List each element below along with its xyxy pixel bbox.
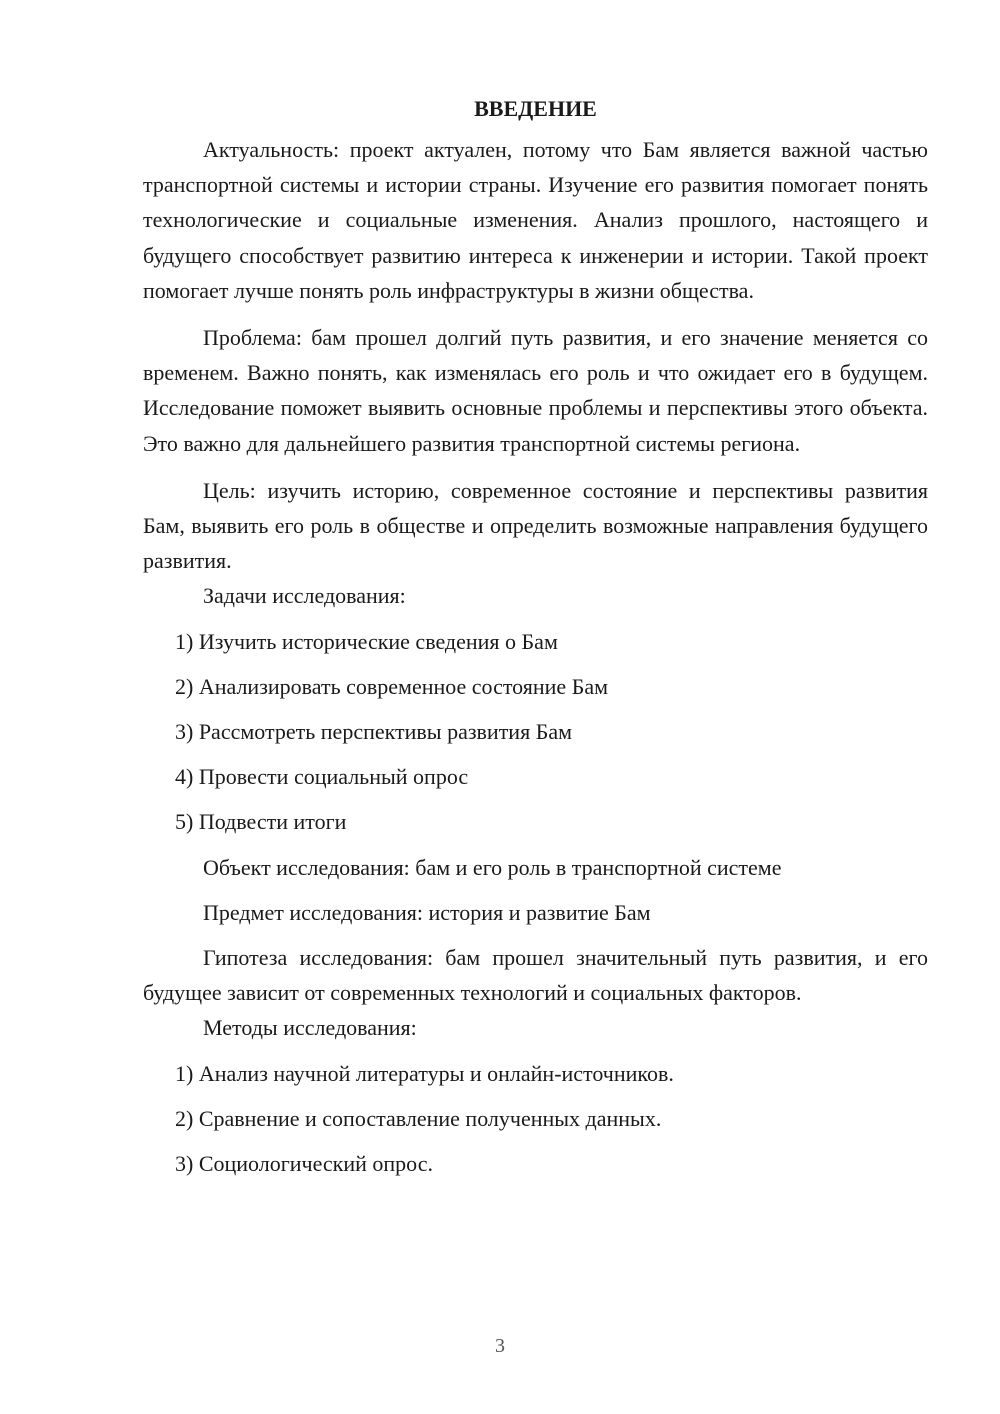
goal-paragraph: Цель: изучить историю, современное состояние и перспективы развития Бам, выявить его роль в обществе и определить возможные направления будущего развития. [143,477,928,574]
task-item: 1) Изучить исторические сведения о Бам [175,628,558,654]
hypothesis-paragraph: Гипотеза исследования: бам прошел значительный путь развития, и его будущее зависит от современных технологий и социальных факторов. [143,945,928,1006]
task-item: 2) Анализировать современное состояние Бам [175,673,609,699]
method-item: 1) Анализ научной литературы и онлайн-источников. [175,1060,674,1086]
task-item: 4) Провести социальный опрос [175,764,469,790]
research-subject: Предмет исследования: история и развитие Бам [203,899,651,925]
methods-label: Методы исследования: [203,1015,417,1041]
task-item: 5) Подвести итоги [175,809,347,835]
research-object: Объект исследования: бам и его роль в транспортной системе [203,854,782,880]
method-item: 2) Сравнение и сопоставление полученных данных. [175,1105,662,1131]
relevance-paragraph: Актуальность: проект актуален, потому что Бам является важной частью транспортной системы и истории страны. Изучение его развития помогает понять технологические и социальные изменения. Анализ прошлого, настоящего и будущего способствует развитию интереса к инженерии и истории. Такой проект помогает лучше понять роль инфраструктуры в жизни общества. [143,137,928,303]
method-item: 3) Социологический опрос. [175,1151,433,1177]
page-title: ВВЕДЕНИЕ [474,96,597,121]
tasks-label: Задачи исследования: [203,583,406,609]
problem-paragraph: Проблема: бам прошел долгий путь развития, и его значение меняется со временем. Важно понять, как изменялась его роль и что ожидает его в будущем. Исследование поможет выявить основные проблемы и перспективы этого объекта. Это важно для дальнейшего развития транспортной системы региона. [143,325,928,456]
page-number: 3 [495,1335,505,1357]
task-item: 3) Рассмотреть перспективы развития Бам [175,719,573,745]
document-page [143,92,928,1181]
